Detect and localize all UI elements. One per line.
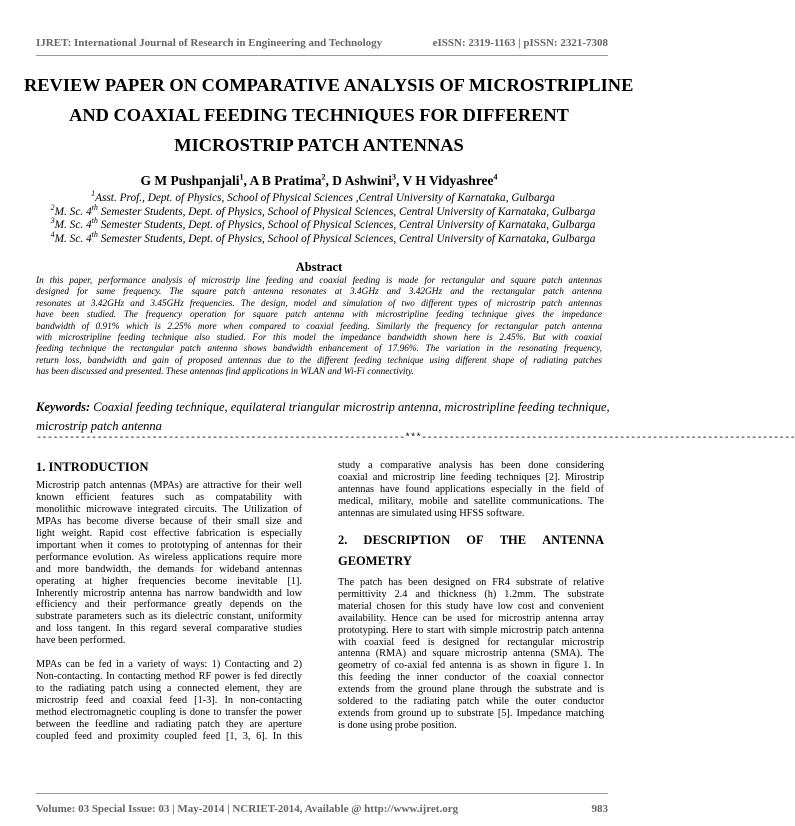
keywords-label: Keywords:: [36, 400, 91, 414]
abstract-line: has been discussed and presented. These antennas find applications in WLAN and Wi-Fi connectivity.: [36, 367, 414, 378]
title-line: MICROSTRIP PATCH ANTENNAS: [174, 135, 464, 155]
abstract-heading: Abstract: [295, 260, 343, 274]
abstract-line: bandwidth of 0.91% which is 2.25% more when compared to coaxial feeding. Similarly the frequency for rectangular patch antenna: [36, 321, 602, 332]
section-separator: -------------------------------------------------------------------***--------------------------------------------------------------------: [36, 433, 795, 444]
abstract-body: [36, 276, 602, 379]
title-line: AND COAXIAL FEEDING TECHNIQUES FOR DIFFERENT: [69, 105, 569, 125]
author: A B Pratima$^2$,: [249, 172, 333, 188]
header-rule: [36, 55, 608, 56]
right-column: [338, 460, 604, 732]
paragraph: MPAs can be fed in a variety of ways: 1) Contacting and 2) Non-contacting. In contacting method RF power is fed directly to the radiating patch using a connected element, they are microstrip feed and coaxial feed [1-3]. In non-contacting method electromagnetic coupling is done to transfer the power between the feedline and radiating patch they are aperture coupled feed and proximity coupled feed [1, 3, 6]. In this: [36, 659, 302, 743]
abstract-line: with microstripline feeding technique also studied. For this model the impedance bandwidth shown here is 2.45%. But with coaxial: [36, 333, 602, 344]
affiliation: $^2$M. Sc. 4th Semester Students, Dept. of Physics, School of Physical Sciences, Central University of Karnataka, Gulbarga: [50, 202, 596, 218]
affiliations: [30, 189, 616, 246]
paper-title: [24, 70, 634, 160]
affiliation: $^3$M. Sc. 4th Semester Students, Dept. of Physics, School of Physical Sciences, Central University of Karnataka, Gulbarga: [50, 216, 596, 232]
title-line: REVIEW PAPER ON COMPARATIVE ANALYSIS OF MICROSTRIPLINE: [24, 75, 634, 95]
section-heading: 2. DESCRIPTION OF THE ANTENNA GEOMETRY: [338, 532, 604, 568]
affiliation: $^1$Asst. Prof., Dept. of Physics, School of Physical Sciences ,Central University of Karnataka, Gulbarga: [91, 189, 555, 204]
section-heading: 1. INTRODUCTION: [36, 460, 149, 474]
left-column: [36, 462, 302, 743]
page-number: 983: [591, 803, 608, 815]
author: V H Vidyashree$^4$: [402, 172, 498, 188]
footer-rule: [36, 793, 608, 794]
keywords-text: Coaxial feeding technique, equilateral triangular microstrip antenna, microstripline feeding technique,: [93, 400, 610, 414]
affiliation: $^4$M. Sc. 4th Semester Students, Dept. of Physics, School of Physical Sciences, Central University of Karnataka, Gulbarga: [50, 230, 596, 245]
abstract-line: designed for same frequency. The square patch antenna resonates at 3.4GHz and 3.42GHz and the rectangular patch antenna: [36, 287, 602, 298]
journal-name: IJRET: International Journal of Research in Engineering and Technology: [36, 37, 383, 49]
abstract-line: resonates at 3.42GHz and 3.45GHz frequencies. The design, model and simulation of two different types of microstrip patch antennas: [36, 298, 602, 309]
keywords-text: microstrip patch antenna: [36, 419, 162, 433]
author: G M Pushpanjali$^1$,: [140, 172, 250, 188]
paragraph: Microstrip patch antennas (MPAs) are attractive for their well known efficient features such as compatability with monolithic microwave integrated circuits. The Utilization of MPAs has become diverse because of their small size and light weight. Rapid cost effective fabrication is especially important when it comes to prototyping of antennas for their performance evolution. As wireless applications require more and more bandwidth, the demands for wideband antennas operating at higher frequencies become inevitable [1]. Inherently microstrip antenna has narrow bandwidth and low efficiency and their performance greatly depends on the substrate parameters such as its dielectric constant, uniformity and loss tangent. In this regard several comparative studies have been performed.: [36, 479, 302, 647]
running-header: [36, 37, 608, 49]
issn: eISSN: 2319-1163 | pISSN: 2321-7308: [432, 37, 608, 49]
abstract-line: In this paper, performance analysis of microstrip line feeding and coaxial feeding is made for rectangular and square patch antennas: [36, 276, 602, 286]
abstract-line: return loss, bandwidth and gain of proposed antennas due to the different feeding technique using different shape of radiating patches: [36, 355, 602, 366]
paragraph: The patch has been designed on FR4 substrate of relative permittivity 2.4 and thickness (h) 1.2mm. The substrate material chosen for this study have low cost and convenient availability. Hence can be used for microstrip antenna array prototyping. Here to start with simple microstrip patch antenna with coaxial feed is designed for rectangular microstrip antenna (RMA) and square microstrip antenna (SMA). The geometry of co-axial fed antenna is as shown in figure 1. In this feeding the inner conductor of the coaxial connector extends from the ground plane through the substrate and is soldered to the radiating patch while the outer conductor extends from ground up to substrate [5]. Impedance matching is done using probe position.: [338, 576, 604, 732]
author-list: [30, 173, 608, 189]
paragraph: study a comparative analysis has been done considering coaxial and microstrip line feeding techniques [2]. Mirostrip antennas have found applications especially in the field of medical, military, mobile and satellite communications. The antennas are simulated using HFSS software.: [338, 460, 604, 519]
volume-info: Volume: 03 Special Issue: 03 | May-2014 | NCRIET-2014, Available @ http://www.ijret.org: [36, 803, 459, 815]
abstract-line: have been studied. The frequency operation for square patch antenna with microstripline feeding technique gives the impedance: [36, 310, 602, 321]
running-footer: [36, 803, 608, 815]
keywords: [36, 398, 610, 436]
author: D Ashwini$^3$,: [332, 172, 403, 188]
abstract-line: feeding technique the rectangular patch antenna shows bandwidth enhancement of 17.96%. The variation in the resonating frequency,: [36, 344, 602, 355]
